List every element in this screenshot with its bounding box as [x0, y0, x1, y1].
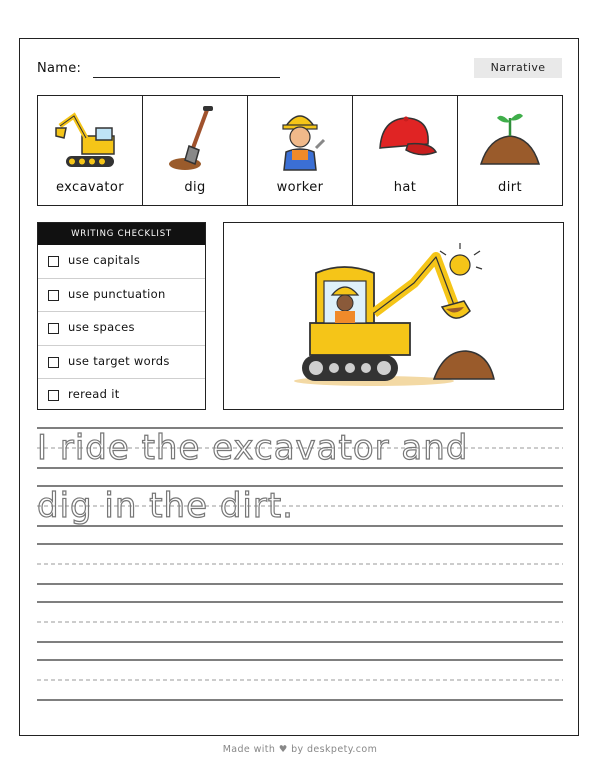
checkbox[interactable]	[48, 323, 59, 334]
footer-by: by deskpety.com	[291, 744, 378, 755]
dirt-mound-icon	[475, 104, 545, 170]
worksheet	[19, 38, 579, 736]
cap-icon	[370, 104, 440, 170]
checklist-item-label: use punctuation	[68, 286, 166, 301]
genre-badge: Narrative	[474, 58, 562, 78]
word-cell-excavator	[38, 96, 143, 205]
word-cell-dig	[143, 96, 248, 205]
tracing-sentence-line-2: dig in the dirt.	[37, 486, 294, 526]
tracing-sentence-line-1: I ride the excavator and	[37, 428, 469, 468]
word-label: dig	[184, 180, 206, 195]
checklist-item-label: use spaces	[68, 320, 135, 334]
excavator-scene-illustration	[224, 223, 562, 408]
heart-icon: ♥	[278, 744, 288, 755]
checkbox[interactable]	[48, 390, 59, 401]
word-label: hat	[393, 180, 417, 195]
checklist-item	[38, 379, 205, 412]
shovel-icon	[165, 104, 225, 174]
footer-made-with: Made with	[222, 744, 276, 755]
checklist-item-label: use target words	[68, 353, 170, 368]
handwriting-lines	[37, 424, 563, 704]
name-line[interactable]	[93, 77, 280, 78]
checklist-item	[38, 245, 205, 279]
checklist-item-label: reread it	[68, 387, 120, 401]
checkbox[interactable]	[48, 290, 59, 301]
checklist-item	[38, 346, 205, 380]
checklist-title: WRITING CHECKLIST	[38, 223, 205, 245]
word-label: dirt	[498, 180, 522, 195]
word-bank	[37, 95, 563, 206]
checkbox[interactable]	[48, 357, 59, 368]
worker-icon	[270, 104, 330, 174]
excavator-icon	[52, 104, 128, 170]
word-cell-dirt	[458, 96, 562, 205]
word-label: worker	[276, 180, 324, 195]
checklist-item	[38, 312, 205, 346]
checklist-item-label: use capitals	[68, 253, 141, 267]
word-cell-worker	[248, 96, 353, 205]
checkbox[interactable]	[48, 256, 59, 267]
word-cell-hat	[353, 96, 458, 205]
checklist-item	[38, 279, 205, 313]
scene-picture	[223, 222, 564, 410]
word-label: excavator	[55, 180, 124, 195]
footer-credit	[0, 744, 600, 755]
writing-checklist	[37, 222, 206, 410]
name-label: Name:	[37, 61, 82, 76]
